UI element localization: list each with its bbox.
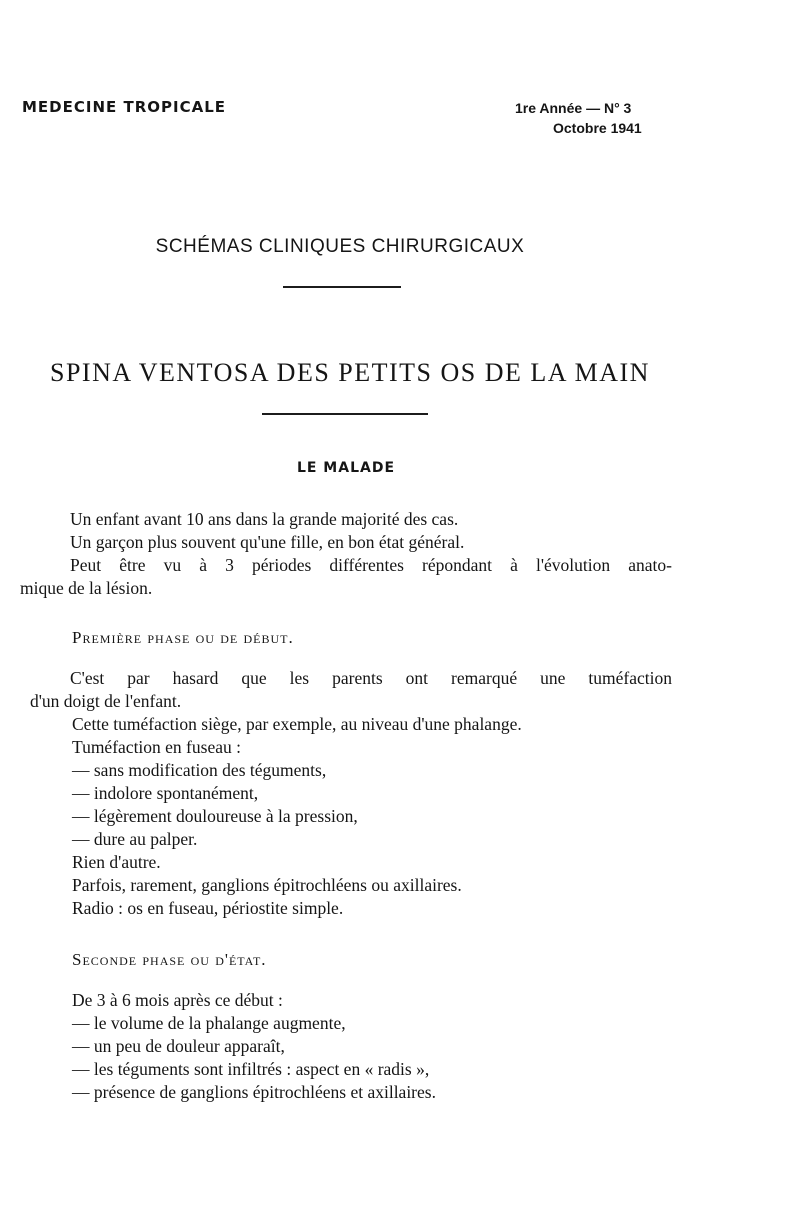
paragraph-line: C'est par hasard que les parents ont remarqué une tuméfaction bbox=[70, 668, 672, 688]
list-item: — le volume de la phalange augmente, bbox=[72, 1013, 346, 1033]
section-heading: LE MALADE bbox=[296, 460, 396, 476]
journal-name: MEDECINE TROPICALE bbox=[22, 98, 227, 116]
paragraph-line: Tuméfaction en fuseau : bbox=[72, 737, 241, 757]
paragraph-line: Un enfant avant 10 ans dans la grande majorité des cas. bbox=[70, 509, 459, 529]
paragraph-line: Cette tuméfaction siège, par exemple, au niveau d'une phalange. bbox=[72, 714, 522, 734]
paragraph-line: mique de la lésion. bbox=[20, 578, 153, 598]
issue-date: Octobre 1941 bbox=[553, 120, 642, 136]
list-item: — indolore spontanément, bbox=[72, 783, 259, 803]
paragraph-line: Peut être vu à 3 périodes différentes répondant à l'évolution anato- bbox=[70, 555, 672, 575]
list-item: — présence de ganglions épitrochléens et axillaires. bbox=[72, 1082, 436, 1102]
spacer bbox=[32, 600, 672, 612]
issue-number: 1re Année — N° 3 bbox=[515, 100, 632, 116]
divider bbox=[262, 413, 428, 415]
series-title: SCHÉMAS CLINIQUES CHIRURGICAUX bbox=[155, 236, 525, 257]
list-item: — sans modification des téguments, bbox=[72, 760, 327, 780]
list-item: — un peu de douleur apparaît, bbox=[72, 1036, 285, 1056]
list-item: — les téguments sont infiltrés : aspect en « radis », bbox=[72, 1059, 430, 1079]
phase-heading: Seconde phase ou d'état. bbox=[72, 950, 267, 969]
paragraph-line: d'un doigt de l'enfant. bbox=[30, 691, 182, 711]
paragraph-line: Rien d'autre. bbox=[72, 852, 161, 872]
paragraph-line: Parfois, rarement, ganglions épitrochléens ou axillaires. bbox=[72, 875, 462, 895]
list-item: — légèrement douloureuse à la pression, bbox=[72, 806, 358, 826]
paragraph-line: De 3 à 6 mois après ce début : bbox=[72, 990, 283, 1010]
phase-heading: Première phase ou de début. bbox=[72, 628, 294, 647]
paragraph-line: Radio : os en fuseau, périostite simple. bbox=[72, 898, 344, 918]
issue-info bbox=[515, 98, 675, 138]
divider bbox=[283, 286, 401, 288]
spacer bbox=[32, 920, 672, 934]
article-title: SPINA VENTOSA DES PETITS OS DE LA MAIN bbox=[50, 358, 650, 387]
article-body bbox=[20, 508, 672, 1104]
list-item: — dure au palper. bbox=[72, 829, 198, 849]
paragraph-line: Un garçon plus souvent qu'une fille, en bon état général. bbox=[70, 532, 465, 552]
